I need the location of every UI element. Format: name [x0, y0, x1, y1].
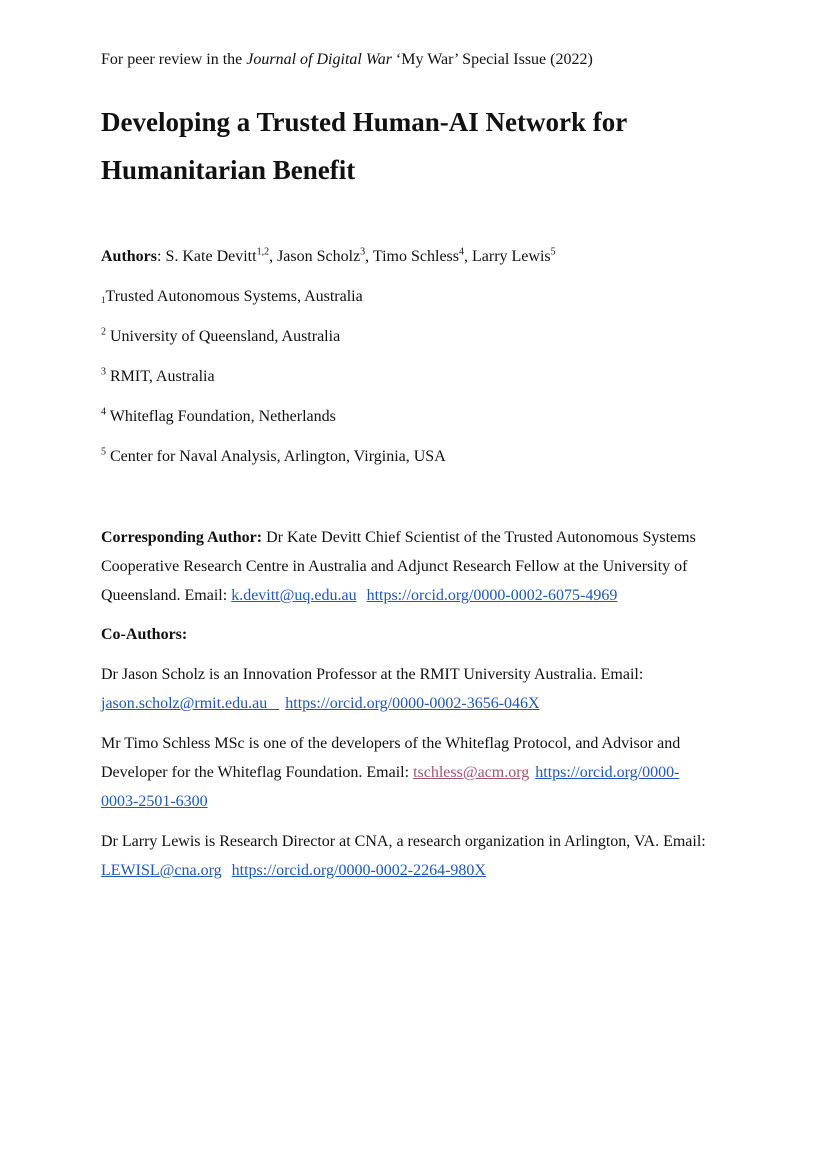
coauthor-lewis-block	[101, 827, 741, 885]
affiliation-text: Center for Naval Analysis, Arlington, Virginia, USA	[106, 448, 446, 465]
affiliation-text: Whiteflag Foundation, Netherlands	[106, 408, 336, 425]
scholz-email-link[interactable]: jason.scholz@rmit.edu.au	[101, 695, 268, 712]
peer-review-prefix: For peer review in the	[101, 51, 247, 68]
coauthor-scholz-text: Dr Jason Scholz is an Innovation Professor at the RMIT University Australia. Email:	[101, 666, 644, 683]
affiliation-4	[101, 407, 336, 427]
author-separator: ,	[269, 248, 278, 265]
corresponding-email-link[interactable]: k.devitt@uq.edu.au	[231, 587, 357, 604]
paper-title-line-2: Humanitarian Benefit	[101, 155, 356, 185]
co-authors-heading	[101, 620, 741, 649]
paper-title	[101, 98, 741, 194]
affiliation-text: Trusted Autonomous Systems, Australia	[105, 288, 363, 305]
author-list	[101, 247, 556, 267]
author-separator: ,	[464, 248, 472, 265]
affiliation-2	[101, 327, 340, 347]
corresponding-author-label: Corresponding Author:	[101, 529, 263, 546]
affiliation-1	[101, 287, 363, 307]
coauthor-schless-block	[101, 729, 741, 816]
journal-name: Journal of Digital War	[246, 51, 392, 68]
affiliation-text: RMIT, Australia	[106, 368, 215, 385]
coauthor-scholz-block	[101, 660, 741, 718]
author-affiliation-sup: 1,2	[256, 246, 270, 258]
corresponding-author-text: Dr Kate Devitt Chief Scientist of the Trusted Autonomous Systems Cooperative Research Centre in Australia and Adjunct Research Fellow at the University of Queensland. Email:	[101, 529, 696, 604]
authors-colon: :	[157, 248, 166, 265]
affiliation-number: 5	[101, 446, 106, 458]
authors-label: Authors	[101, 248, 158, 265]
co-authors-label: Co-Authors:	[101, 626, 188, 643]
schless-orcid-link-part-1[interactable]: https://orcid.org/0000-	[535, 764, 680, 781]
peer-review-note	[101, 50, 593, 70]
author-name: S. Kate Devitt	[165, 248, 257, 265]
author-affiliation-sup: 3	[360, 246, 366, 258]
lewis-orcid-link[interactable]: https://orcid.org/0000-0002-2264-980X	[231, 862, 486, 879]
author-separator: ,	[365, 248, 373, 265]
coauthor-lewis-text: Dr Larry Lewis is Research Director at CNA, a research organization in Arlington, VA. Email:	[101, 833, 706, 850]
schless-orcid-link-part-2[interactable]: 0003-2501-6300	[101, 793, 208, 810]
affiliation-number: 1	[101, 295, 106, 305]
corresponding-author-block	[101, 523, 741, 610]
affiliation-number: 4	[101, 406, 106, 418]
author-name: Larry Lewis	[472, 248, 551, 265]
affiliation-number: 3	[101, 366, 106, 378]
coauthor-schless-text: Mr Timo Schless MSc is one of the developers of the Whiteflag Protocol, and Advisor and Developer for the Whiteflag Foundation. Email:	[101, 735, 681, 781]
affiliation-text: University of Queensland, Australia	[106, 328, 341, 345]
paper-title-line-1: Developing a Trusted Human-AI Network for	[101, 107, 628, 137]
peer-review-suffix: ‘My War’ Special Issue (2022)	[391, 51, 593, 68]
scholz-orcid-link[interactable]: https://orcid.org/0000-0002-3656-046X	[285, 695, 540, 712]
affiliation-3	[101, 367, 215, 387]
affiliation-number: 2	[101, 326, 106, 338]
author-name: Jason Scholz	[277, 248, 361, 265]
schless-email-link[interactable]: tschless@acm.org	[413, 764, 530, 781]
lewis-email-link[interactable]: LEWISL@cna.org	[101, 862, 222, 879]
author-name: Timo Schless	[372, 248, 459, 265]
author-affiliation-sup: 5	[550, 246, 556, 258]
author-affiliation-sup: 4	[459, 246, 464, 258]
affiliation-5	[101, 447, 446, 467]
scholz-email-link-trailing-space	[267, 695, 279, 712]
corresponding-orcid-link[interactable]: https://orcid.org/0000-0002-6075-4969	[366, 587, 618, 604]
